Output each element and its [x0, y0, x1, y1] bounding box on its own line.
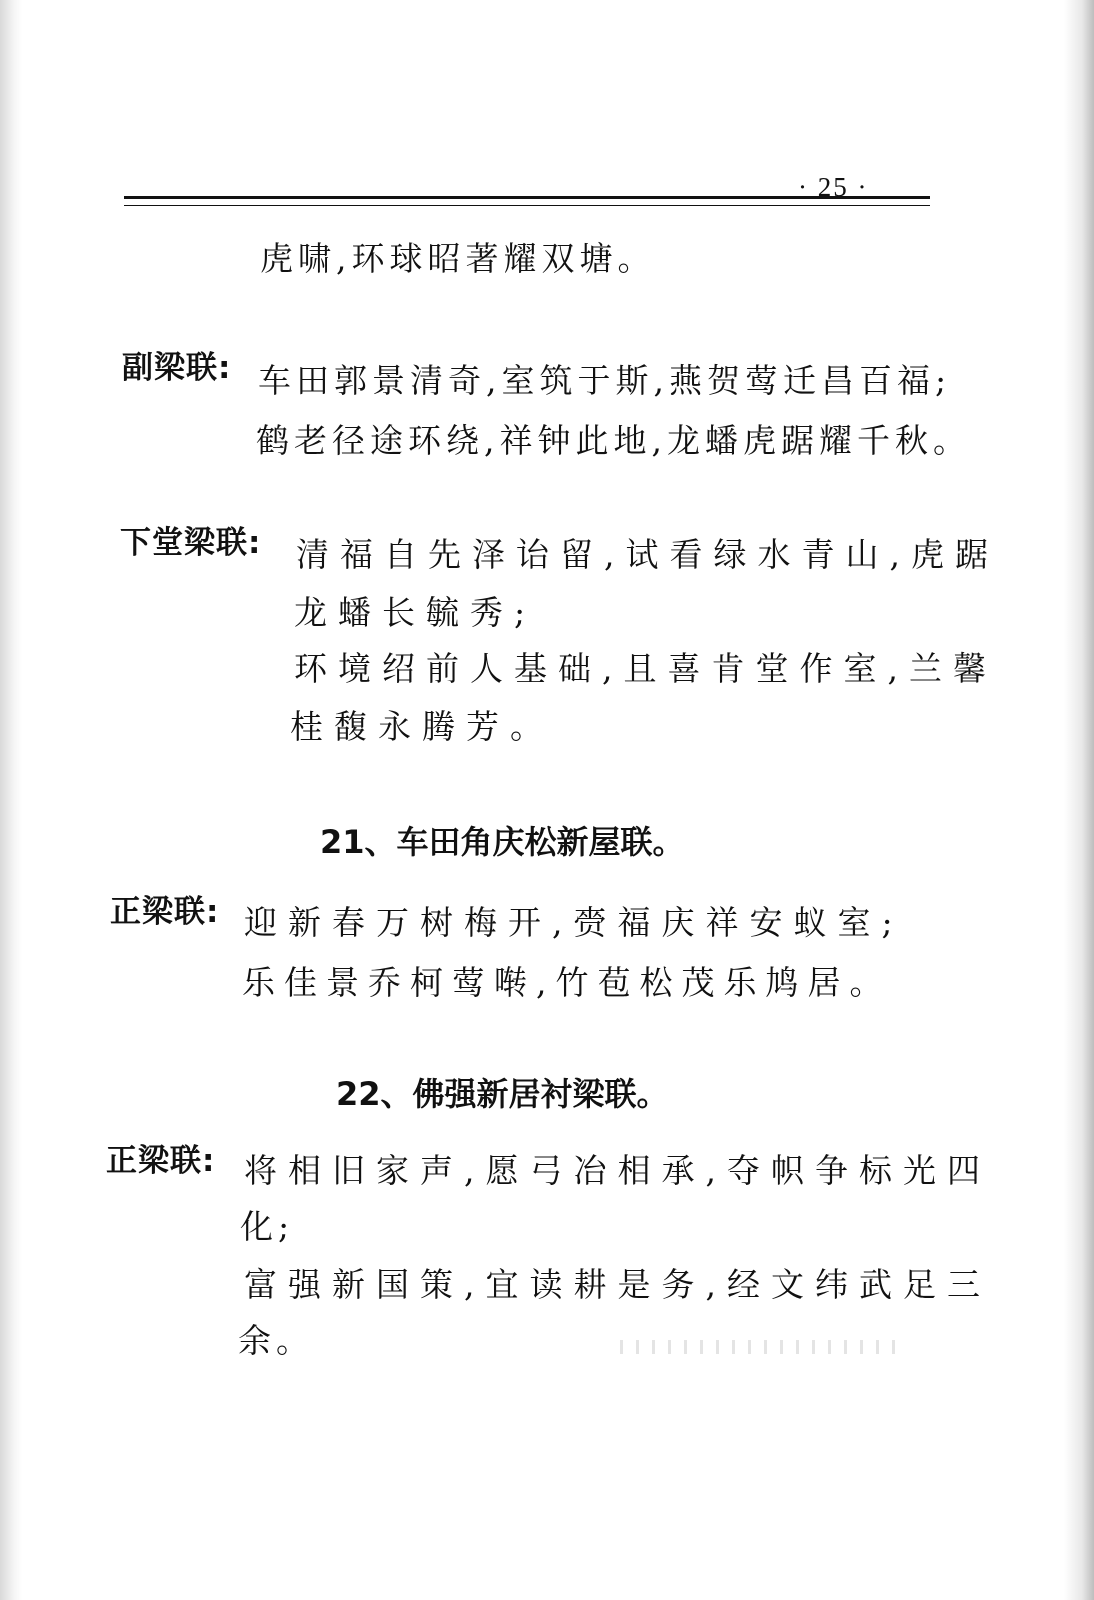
xia-tang-liang-line-4: 桂馥永腾芳。: [290, 707, 554, 746]
scan-noise-speckle: [620, 1340, 900, 1354]
fu-liang-line-2: 鹤老径途环绕,祥钟此地,龙蟠虎踞耀千秋。: [256, 421, 971, 460]
scan-left-edge: [0, 0, 22, 1600]
item-22-line-4: 余。: [238, 1321, 314, 1360]
xia-tang-liang-label: 下堂梁联:: [120, 525, 262, 561]
xia-tang-liang-line-3: 环境绍前人基础,且喜肯堂作室,兰馨: [294, 649, 997, 688]
xia-tang-liang-line-1: 清福自先泽诒留,试看绿水青山,虎踞: [296, 535, 999, 574]
xia-tang-liang-line-2: 龙蟠长毓秀;: [294, 593, 537, 632]
fu-liang-line-1: 车田郭景清奇,室筑于斯,燕贺莺迁昌百福;: [258, 361, 952, 400]
item-22-line-1: 将相旧家声,愿弓冶相承,夺帜争标光四: [244, 1151, 991, 1190]
item-21-title: 21、车田角庆松新屋联。: [320, 823, 685, 861]
item-22-line-3: 富强新国策,宜读耕是务,经文纬武足三: [244, 1265, 991, 1304]
header-rule-thin: [124, 205, 930, 206]
item-21-line-1: 迎新春万树梅开,赍福庆祥安蚁室;: [244, 903, 904, 942]
scan-right-edge: [1064, 0, 1094, 1600]
item-22-line-2: 化;: [240, 1207, 295, 1246]
item-22-title: 22、佛强新居衬梁联。: [336, 1075, 669, 1113]
fu-liang-label: 副梁联:: [122, 350, 232, 386]
item-22-label: 正梁联:: [106, 1143, 216, 1179]
header-rule-thick: [124, 196, 930, 202]
item-21-label: 正梁联:: [110, 894, 220, 930]
page-number: · 25 ·: [798, 172, 869, 202]
continuation-line: 虎啸,环球昭著耀双塘。: [260, 239, 656, 278]
item-21-line-2: 乐佳景乔柯莺啭,竹苞松茂乐鸠居。: [242, 963, 892, 1002]
